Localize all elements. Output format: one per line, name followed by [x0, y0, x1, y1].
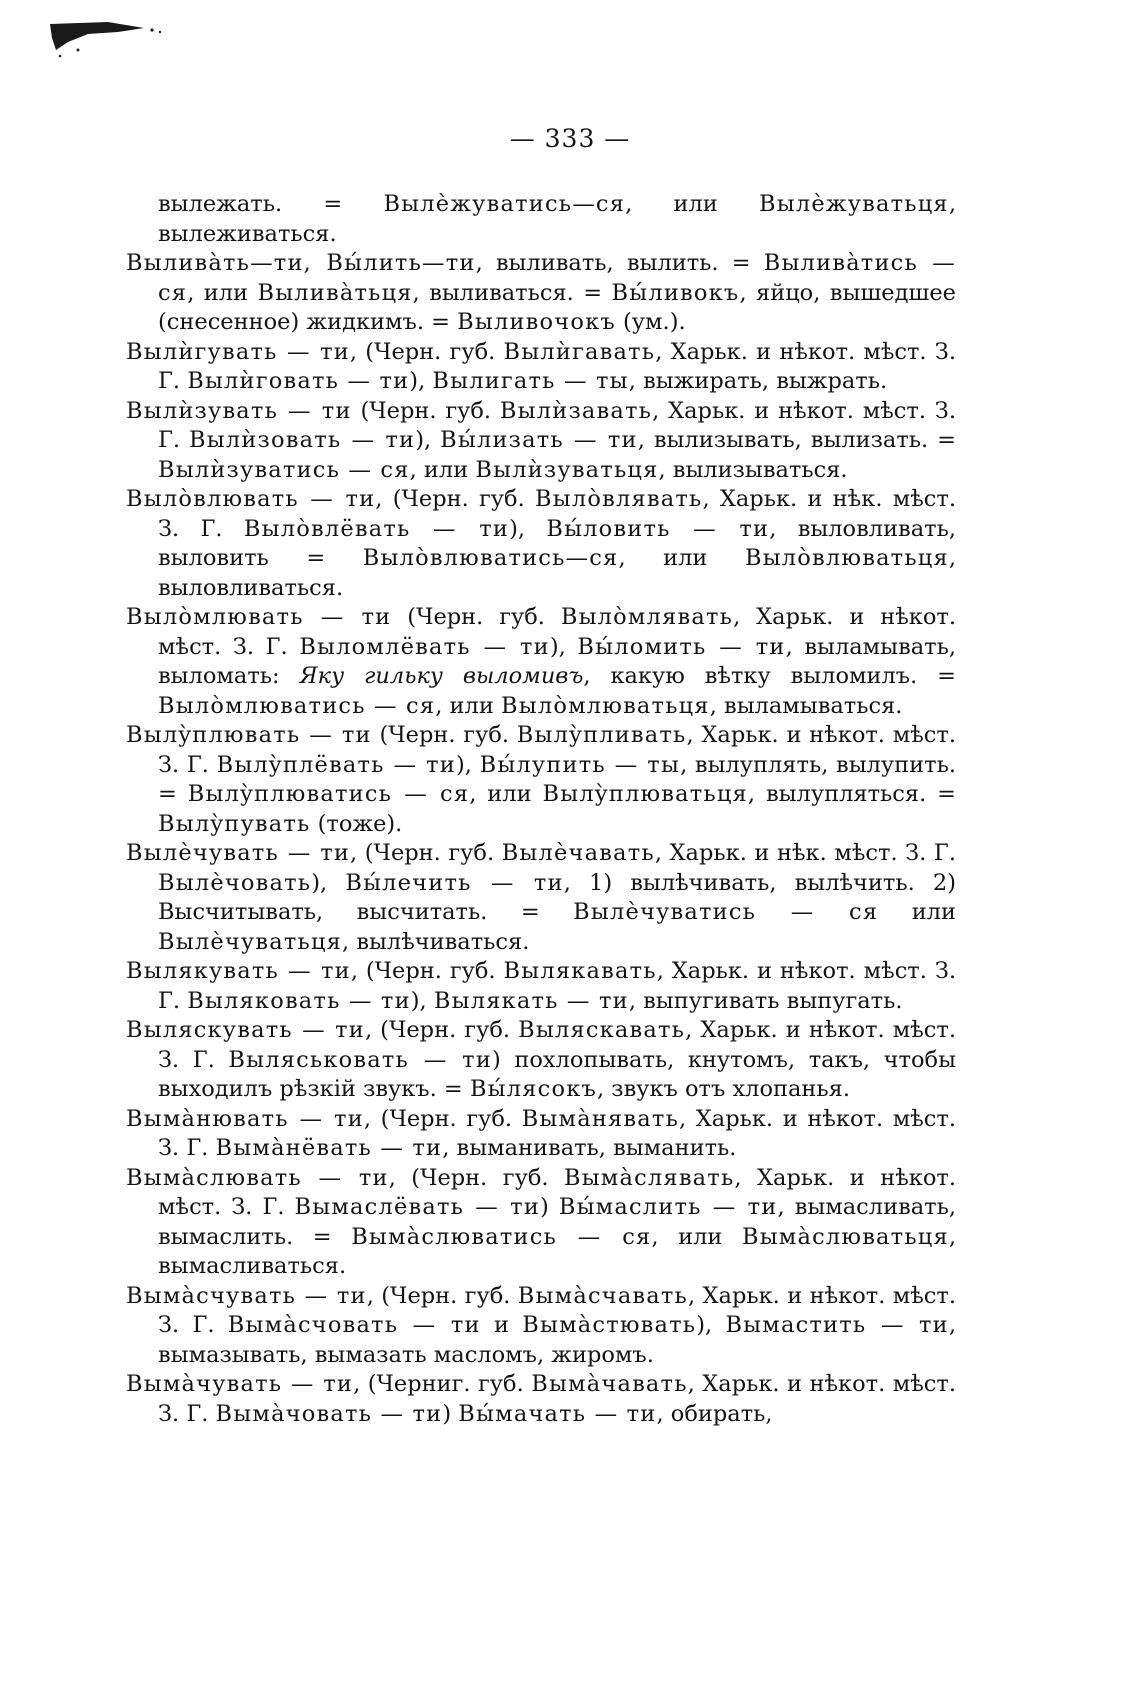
dictionary-entry: [126, 1105, 956, 1164]
entry-text: , (Черн. губ.: [375, 486, 536, 512]
entry-text: (Черн. губ.: [391, 604, 561, 630]
headword: Вылѝгувать — ти: [126, 338, 350, 365]
headword: Вымàслюватьця: [741, 1223, 949, 1250]
dictionary-entry: [126, 397, 956, 486]
headword: Вылѝзавать: [499, 397, 653, 424]
entry-text: (Черн. губ.: [371, 722, 517, 748]
headword: Вылякать — ти: [433, 987, 629, 1014]
entry-text: , выламывать, выломать:: [158, 633, 957, 689]
dictionary-entry: [126, 721, 956, 839]
entry-text: , вылизываться.: [658, 456, 848, 483]
headword: Вылỳпувать: [158, 810, 311, 837]
entry-text: , или: [435, 692, 501, 719]
headword: Вы́ливокъ: [611, 279, 740, 306]
entry-text: , Харьк. и нѣкот. мѣст. З. Г.: [158, 1017, 956, 1073]
entry-text: , или: [625, 191, 759, 217]
entry-text: , выманивать, выманить.: [442, 1135, 737, 1161]
page-number: — 333 —: [509, 124, 631, 153]
headword: Вымàнёвать — ти: [215, 1135, 443, 1161]
headword: Вылỳплюватьця: [542, 781, 748, 807]
entry-text: , выловливаться.: [158, 545, 956, 601]
headword: Вылòвлювать — ти: [126, 486, 376, 512]
headword: Вымàсчувать — ти: [126, 1282, 367, 1309]
entry-text: ),: [509, 515, 547, 542]
headword: Вылѐчавать: [501, 840, 655, 866]
headword: Вы́лизать — ти: [440, 427, 638, 453]
headword: Вылѐчуватьця: [158, 928, 343, 955]
headword: Вымàчовать — ти: [215, 1400, 443, 1427]
entry-text: ),: [455, 751, 480, 778]
headword: Выляковать — ти: [187, 987, 411, 1014]
entry-text: ),: [415, 427, 441, 453]
scan-blot-mark: [48, 20, 168, 60]
dictionary-entry: [126, 1164, 956, 1282]
entry-text: (тоже).: [310, 810, 403, 837]
dictionary-entry: [126, 839, 956, 957]
entry-text: ) похлопывать, кнутомъ, такъ, чтобы выходилъ рѣзкій звукъ. =: [158, 1046, 956, 1102]
headword: Выляскавать: [518, 1017, 686, 1043]
headword: Вы́лупить — ты: [479, 751, 681, 778]
entry-text: , яйцо, вышедшее (снесенное) жидкимъ. =: [158, 279, 956, 335]
entry-text: , (Черн. губ.: [364, 1017, 519, 1043]
headword: Вылòмлявать: [560, 604, 734, 630]
entry-text: , Харьк. и нѣк. мѣст. З. Г.: [158, 486, 957, 542]
entry-text: , Харьк. и нѣкот. мѣст. З. Г.: [158, 1371, 956, 1427]
dictionary-body: [126, 190, 956, 1429]
headword: Вылòмлювать — ти: [126, 604, 392, 630]
headword: Вымàслюватись — ся: [351, 1223, 652, 1250]
entry-text: , Харьк. и нѣкот. мѣст. З. Г.: [158, 722, 956, 778]
headword: Вылòвлюватись—ся: [362, 545, 619, 571]
headword: Выляськовать — ти: [228, 1046, 493, 1073]
headword: Вы́ломить — ти: [577, 633, 786, 660]
entry-text: , (Черн. губ.: [366, 1282, 518, 1309]
entry-text: , вымасливать, вымаслить. =: [158, 1194, 957, 1250]
entry-text: (ум.).: [615, 309, 686, 335]
entry-text: , Харьк. и нѣкот. мѣст. З. Г.: [158, 958, 956, 1014]
dictionary-entry: [126, 957, 956, 1016]
headword: Вымàчавать: [531, 1371, 688, 1397]
headword: Вы́ловить — ти: [546, 515, 770, 542]
headword: Вылѐчуватись — ся: [573, 899, 879, 925]
entry-text: , (Черниг. губ.: [353, 1371, 532, 1397]
headword: Вылòмлюватись — ся: [158, 692, 436, 719]
entry-text: , 1) вылѣчивать, вылѣчить. 2) Высчитывать, высчитать. =: [158, 869, 956, 925]
entry-text: , выливать, вылить. =: [475, 250, 764, 276]
headword: Вылѐжуватись—ся: [383, 191, 626, 217]
dictionary-entry: [126, 190, 956, 249]
entry-text: , выловливать, выловить =: [158, 515, 956, 571]
entry-text: ): [442, 1400, 459, 1427]
entry-text: , (Черн. губ.: [388, 1164, 564, 1191]
dictionary-entry: [126, 485, 956, 603]
headword: Вылякувать — ти: [126, 958, 351, 984]
headword: Вылигать — ты: [432, 368, 629, 394]
entry-text: (Черн. губ.: [351, 397, 500, 424]
entry-text: , (Черн. губ.: [350, 840, 502, 866]
headword: Вылòвлявать: [535, 486, 703, 512]
entry-text: , вымазывать, вымазать масломъ, жиромъ.: [158, 1312, 956, 1368]
headword: Выломлёвать — ти: [299, 633, 550, 660]
entry-text: ),: [410, 987, 434, 1014]
entry-text: ),: [696, 1312, 726, 1338]
headword: Вылякавать: [503, 958, 657, 984]
entry-text: , выжирать, выжрать.: [628, 368, 888, 394]
entry-text: , вылѣчиваться.: [342, 928, 530, 955]
dictionary-entry: [126, 338, 956, 397]
headword: Вымàнявать: [521, 1105, 680, 1132]
entry-text: , звукъ отъ хлопанья.: [597, 1076, 851, 1102]
headword: Вымàслявать: [563, 1164, 735, 1191]
entry-text: , выливаться. =: [412, 279, 612, 306]
headword: Вылỳплювать — ти: [126, 722, 372, 748]
entry-text: или: [878, 899, 956, 925]
headword: Вылỳплёвать — ти: [216, 751, 456, 778]
dictionary-entry: [126, 603, 956, 721]
entry-text: и: [480, 1312, 523, 1338]
headword: Вы́маслить — ти: [558, 1194, 778, 1220]
headword: Вымàстювать: [522, 1312, 697, 1338]
entry-text: , или: [187, 279, 258, 306]
headword: Выляскувать — ти: [126, 1017, 365, 1043]
entry-text: , Харьк. и нѣкот. мѣст. З. Г.: [158, 604, 956, 660]
entry-text: , Харьк. и нѣк. мѣст. З. Г.: [654, 840, 956, 866]
headword: Вылòвлёвать — ти: [243, 515, 510, 542]
headword: Вылѐчовать: [158, 869, 312, 896]
headword: Вылѐчувать — ти: [126, 840, 351, 866]
entry-text: ): [540, 1194, 559, 1220]
headword: Вылѝзуватьця: [475, 456, 659, 483]
entry-text: , вылупляться. =: [747, 781, 956, 807]
entry-text: , или: [651, 1223, 742, 1250]
entry-text: , или: [469, 781, 543, 807]
headword: Вы́мачать — ти: [458, 1400, 657, 1427]
headword: Вымастить — ти: [725, 1312, 949, 1338]
entry-text: ),: [409, 368, 433, 394]
dictionary-entry: [126, 1016, 956, 1105]
entry-text: , вылуплять, вылупить. =: [158, 751, 956, 807]
headword: Вы́лечить — ти: [345, 869, 564, 896]
entry-text: , обирать,: [656, 1400, 773, 1427]
headword: Вымаслёвать — ти: [294, 1194, 541, 1220]
headword: Вылỳпливать: [516, 722, 687, 748]
entry-text: , вымасливаться.: [158, 1223, 956, 1279]
entry-text: , или: [409, 456, 476, 483]
entry-text: , вылеживаться.: [158, 191, 956, 247]
entry-text: , какую вѣтку выломилъ. =: [583, 663, 956, 689]
entry-text: , (Черн. губ.: [349, 338, 504, 365]
entry-text: , (Черн. губ.: [350, 958, 504, 984]
headword: Вылỳплюватись — ся: [187, 781, 470, 807]
headword: Вылѝговать — ти: [187, 368, 410, 394]
entry-text: , (Черн. губ.: [363, 1105, 522, 1132]
headword: Вылѝзуватись — ся: [158, 456, 410, 483]
headword: Вымàсчовать — ти: [227, 1312, 481, 1338]
entry-text: , Харьк. и нѣкот. мѣст. З. Г.: [158, 338, 956, 394]
entry-text: ),: [549, 633, 578, 660]
entry-text: , Харьк. и нѣкот. мѣст. З. Г.: [158, 1164, 956, 1220]
headword: Вымàслювать — ти: [126, 1164, 389, 1191]
headword: Вылѝзовать — ти: [189, 427, 416, 453]
headword: Вылѝгавать: [503, 338, 656, 365]
headword: Выливàтись —ся: [158, 250, 956, 306]
headword: Вы́лясокъ: [469, 1076, 597, 1102]
entry-text: , или: [618, 545, 745, 571]
entry-text: вылежать. =: [158, 191, 384, 217]
dictionary-entry: [126, 1282, 956, 1371]
entry-text: , выламываться.: [709, 692, 903, 719]
entry-text: , вылизывать, вылизать. =: [637, 427, 956, 453]
entry-text: ),: [311, 869, 346, 896]
headword: Выливàтьця: [257, 279, 413, 306]
headword: Вымàнювать — ти: [126, 1105, 364, 1132]
entry-text: , Харьк. и нѣкот. мѣст. З. Г.: [158, 1282, 956, 1338]
headword: Выливочокъ: [457, 309, 616, 335]
example-italic: Яку гильку выломивъ: [299, 663, 584, 689]
headword: Вымàчувать — ти: [126, 1371, 354, 1397]
dictionary-entry: [126, 249, 956, 338]
entry-text: , выпугивать выпугать.: [628, 987, 903, 1014]
headword: Вылѐжуватьця: [758, 191, 949, 217]
headword: Вылòвлюватьця: [744, 545, 949, 571]
entry-text: , Харьк. и нѣкот. мѣст. З. Г.: [158, 397, 956, 453]
headword: Вылѝзувать — ти: [126, 397, 352, 424]
entry-text: , Харьк. и нѣкот. мѣст. З. Г.: [158, 1105, 956, 1161]
headword: Вылòмлюватьця: [501, 692, 710, 719]
headword: Выливàть—ти, Вы́лить—ти: [126, 250, 476, 276]
headword: Вымàсчавать: [517, 1282, 689, 1309]
dictionary-entry: [126, 1370, 956, 1429]
